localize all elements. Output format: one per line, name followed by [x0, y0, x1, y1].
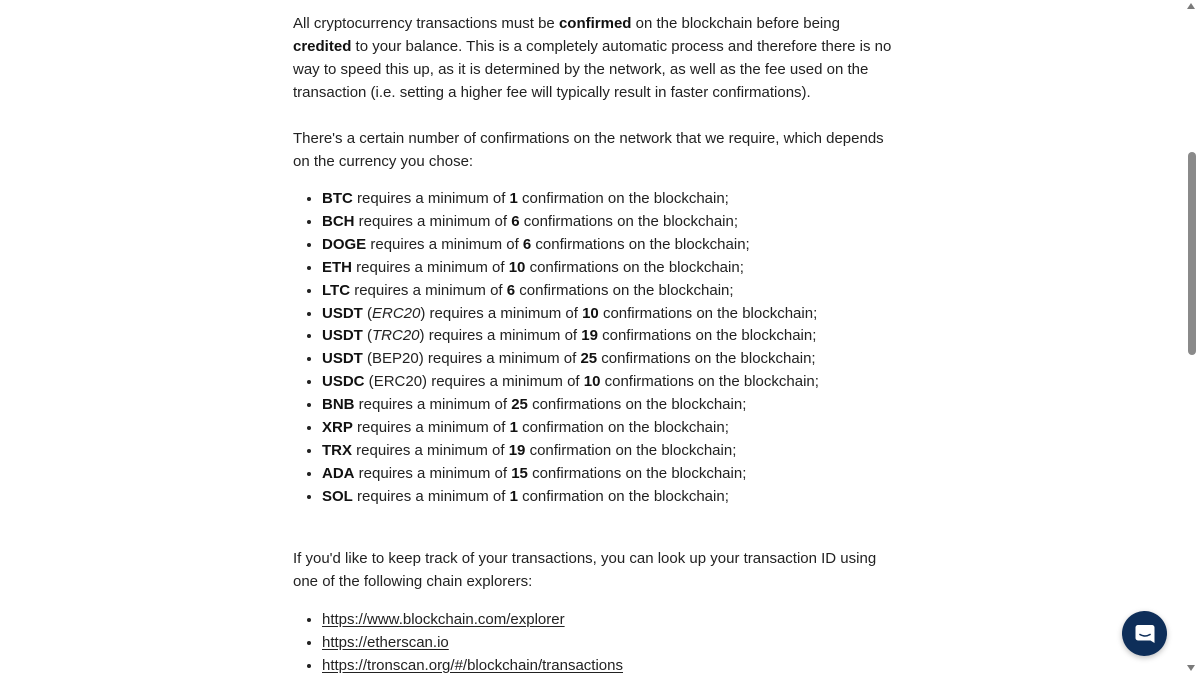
currency-code: USDT: [322, 350, 363, 368]
currency-network: TRC20: [372, 327, 420, 345]
minimum-confirmations: 1: [509, 419, 518, 437]
intro-text-2: on the blockchain before being: [631, 15, 840, 32]
explorer-link[interactable]: https://www.blockchain.com/explorer: [322, 610, 565, 628]
currency-network: BEP20: [372, 350, 419, 368]
currency-requirement-item: • USDT (BEP20) requires a minimum of 25 confirmations on the blockchain;: [322, 348, 893, 371]
minimum-confirmations: 10: [508, 258, 526, 276]
chat-bubble-icon: [1134, 623, 1156, 645]
article-body: [293, 12, 893, 675]
currency-requirement-item: [322, 234, 893, 257]
currency-code: ADA: [322, 464, 355, 482]
currency-code: BNB: [322, 396, 355, 414]
scroll-thumb[interactable]: [1188, 152, 1196, 355]
requires-text: requires a minimum of: [424, 327, 582, 345]
intro-bold-credited: credited: [293, 38, 352, 55]
currency-code: DOGE: [322, 235, 367, 253]
requires-text: requires a minimum of: [366, 235, 523, 253]
confirmation-tail-text: confirmations on the blockchain;: [600, 373, 819, 391]
explorer-item: [322, 608, 893, 631]
confirmation-tail-text: confirmations on the blockchain;: [515, 281, 734, 299]
confirmation-tail-text: confirmation on the blockchain;: [517, 190, 729, 207]
currency-code: ETH: [322, 258, 352, 276]
requires-text: requires a minimum of: [425, 304, 583, 322]
currency-code: USDT: [322, 304, 363, 322]
minimum-confirmations: 6: [522, 235, 532, 253]
explorer-item: [322, 654, 893, 675]
currency-requirement-item: • USDT (TRC20) requires a minimum of 19 confirmations on the blockchain;: [322, 325, 893, 348]
currency-code: XRP: [322, 419, 353, 437]
confirmation-tail-text: confirmation on the blockchain;: [517, 419, 729, 437]
minimum-confirmations: 25: [511, 396, 528, 414]
explorer-item: [322, 631, 893, 654]
minimum-confirmations: 19: [581, 327, 598, 345]
requires-text: requires a minimum of: [427, 373, 584, 391]
requires-text: requires a minimum of: [354, 212, 512, 230]
currency-requirement-item: [322, 440, 893, 463]
minimum-confirmations: 15: [511, 464, 528, 482]
currency-requirement-item: [322, 211, 893, 234]
currency-requirement-item: [322, 257, 893, 280]
confirmation-tail-text: confirmations on the blockchain;: [531, 235, 750, 253]
currency-requirement-item: [322, 188, 893, 211]
confirmation-tail-text: confirmations on the blockchain;: [597, 350, 816, 368]
minimum-confirmations: 10: [582, 304, 599, 322]
confirmations-intro: There's a certain number of confirmations on the network that we require, which depends on the currency you chose:: [293, 130, 884, 170]
requires-text: requires a minimum of: [352, 190, 510, 207]
confirmation-tail-text: confirmations on the blockchain;: [527, 396, 747, 414]
confirmation-tail-text: confirmation on the blockchain;: [517, 487, 729, 505]
confirmation-tail-text: confirmations on the blockchain;: [519, 212, 739, 230]
minimum-confirmations: 25: [580, 350, 598, 368]
requires-text: requires a minimum of: [354, 464, 512, 482]
currency-requirement-item: • USDT (ERC20) requires a minimum of 10 confirmations on the blockchain;: [322, 303, 893, 326]
minimum-confirmations: 6: [506, 281, 516, 299]
requires-text: requires a minimum of: [352, 258, 509, 276]
currency-code: TRX: [322, 441, 352, 459]
currency-requirement-item: [322, 417, 893, 440]
chat-launcher-button[interactable]: [1122, 611, 1167, 656]
confirmation-requirements-list: [293, 188, 893, 509]
currency-code: LTC: [322, 281, 351, 299]
currency-network: ERC20: [373, 373, 423, 391]
minimum-confirmations: 1: [509, 487, 518, 505]
intro-bold-confirmed: confirmed: [558, 15, 632, 32]
minimum-confirmations: 1: [509, 190, 518, 207]
currency-code: BTC: [322, 190, 353, 207]
explorer-link[interactable]: https://etherscan.io: [322, 633, 449, 651]
intro-text-3: to your balance. This is a completely automatic process and therefore there is no way to speed this up, as it is determined by the network, as well as the fee used on the transaction (i.e. setting a higher fee will typically result in faster confirmations).: [293, 38, 892, 101]
confirmation-tail-text: confirmations on the blockchain;: [525, 258, 744, 276]
requires-text: requires a minimum of: [354, 396, 512, 414]
currency-code: SOL: [322, 487, 353, 505]
currency-network: ERC20: [372, 304, 421, 322]
requires-text: requires a minimum of: [423, 350, 581, 368]
currency-requirement-item: [322, 486, 893, 509]
intro-paragraph: [293, 12, 893, 104]
intro-text-1: All cryptocurrency transactions must be: [293, 15, 559, 32]
explorer-link[interactable]: https://tronscan.org/#/blockchain/transactions: [322, 656, 623, 674]
confirmation-tail-text: confirmations on the blockchain;: [597, 327, 817, 345]
minimum-confirmations: 10: [583, 373, 601, 391]
requires-text: requires a minimum of: [352, 487, 510, 505]
currency-code: USDT: [322, 327, 363, 345]
chain-explorer-list: [293, 608, 893, 675]
currency-requirement-item: • USDC (ERC20) requires a minimum of 10 confirmations on the blockchain;: [322, 371, 893, 394]
requires-text: requires a minimum of: [352, 419, 510, 437]
requires-text: requires a minimum of: [350, 281, 507, 299]
vertical-scrollbar[interactable]: [1183, 0, 1200, 675]
scroll-down-arrow-icon[interactable]: [1187, 665, 1195, 671]
minimum-confirmations: 19: [508, 441, 526, 459]
minimum-confirmations: 6: [511, 212, 520, 230]
currency-code: BCH: [322, 212, 355, 230]
tracking-intro: If you'd like to keep track of your transactions, you can look up your transaction ID using one of the following chain explorers:: [293, 549, 877, 590]
confirmation-tail-text: confirmations on the blockchain;: [598, 304, 818, 322]
confirmation-tail-text: confirmations on the blockchain;: [527, 464, 747, 482]
currency-code: USDC: [322, 373, 365, 391]
scroll-up-arrow-icon[interactable]: [1187, 3, 1195, 9]
requires-text: requires a minimum of: [352, 441, 509, 459]
confirmation-tail-text: confirmation on the blockchain;: [525, 441, 737, 459]
currency-requirement-item: [322, 280, 893, 303]
currency-requirement-item: [322, 394, 893, 417]
currency-requirement-item: [322, 463, 893, 486]
